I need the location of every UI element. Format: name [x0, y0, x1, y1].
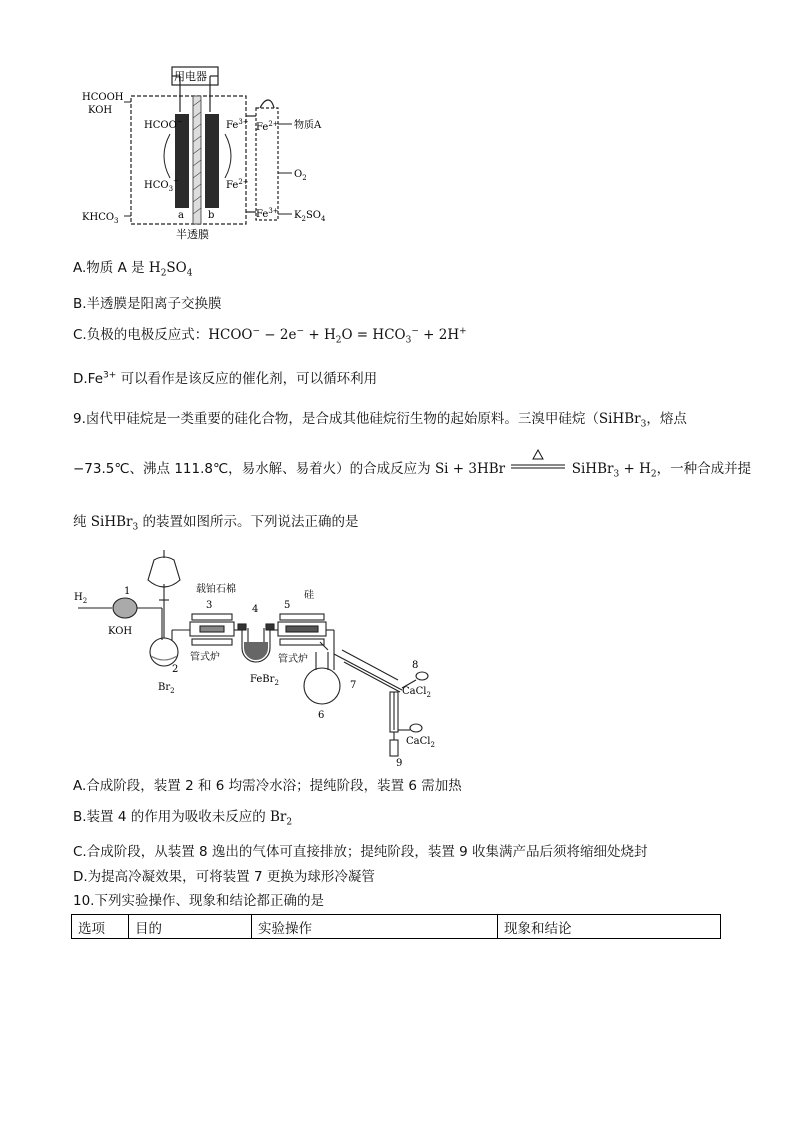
h2-label: $H_2$: [74, 592, 88, 605]
electrode-a: [175, 114, 189, 208]
ion-label-fe3-top: $Fe^{3+}$: [226, 118, 249, 131]
electrochemical-cell-diagram: [80, 62, 340, 244]
inlet-label-hcooh: HCOOH: [82, 92, 124, 103]
br2-label: $Br_2$: [158, 682, 175, 695]
electrode-label-a: a: [178, 210, 184, 221]
q8-option-b: B.半透膜是阳离子交换膜: [73, 296, 222, 312]
inlet-label-koh: KOH: [88, 105, 113, 116]
q8-option-c: C.负极的电极反应式：HCOO− − $2e^- + H_2O = HCO_3^- + 2H^+$: [73, 326, 467, 346]
table-header-row: [72, 915, 721, 939]
q9-option-b: B.装置 4 的作用为吸收未反应的 $Br_2$: [73, 809, 293, 828]
label-2: 2: [172, 664, 179, 675]
label-5: 5: [284, 600, 291, 611]
label-7: 7: [350, 680, 357, 691]
q10-table: [71, 914, 721, 939]
header-result: 现象和结论: [498, 915, 721, 939]
h2so4-formula: $H_2SO_4$: [148, 260, 193, 279]
cacl2-label-bottom: CaCl$_2$: [406, 736, 435, 749]
electrode-b: [205, 114, 219, 208]
q8-option-d: $D.Fe^{3+}$ 可以看作是该反应的催化剂，可以循环利用: [73, 370, 378, 387]
header-purpose: 目的: [129, 915, 252, 939]
q9-option-d: D.为提高冷凝效果，可将装置 7 更换为球形冷凝管: [73, 869, 375, 885]
device-label: 用电器: [174, 70, 207, 83]
label-4: 4: [252, 604, 259, 615]
q9-option-a: A.合成阶段，装置 2 和 6 均需冷水浴；提纯阶段，装置 6 需加热: [73, 778, 462, 794]
label-6: 6: [318, 710, 325, 721]
koh-label: KOH: [108, 626, 133, 637]
q9-line-3: 纯 SiHBr$_3$ 的装置如图所示。下列说法正确的是: [73, 514, 359, 533]
q9-line-2: −73.5℃、沸点 111.8℃，易水解、易着火）的合成反应为 Si + 3HBr SiHBr$_3$ + $H_2$，一种合成并提: [73, 460, 751, 478]
ion-label-fe2-bottom: $Fe^{2+}$: [226, 178, 249, 191]
q10-stem: 10.下列实验操作、现象和结论都正确的是: [73, 893, 324, 909]
membrane-label: 半透膜: [176, 228, 209, 241]
ion-label-hco3: $HCO_3^-$: [144, 177, 179, 193]
si-label: 硅: [304, 590, 314, 601]
furnace-1-label: 管式炉: [190, 652, 220, 663]
label-1: 1: [124, 586, 131, 597]
substance-a-label: 物质A: [294, 120, 322, 131]
o2-label: $O_2$: [294, 169, 307, 182]
header-option: 选项: [72, 915, 129, 939]
febr2-label: FeBr$_2$: [250, 674, 279, 687]
label-8: 8: [412, 660, 419, 671]
sihbr3-apparatus-diagram: [72, 542, 440, 770]
reaction-lhs: Si + 3HBr: [434, 461, 506, 477]
q8-option-a: A.物质 A 是 $H_2SO_4$: [73, 260, 193, 279]
label-9: 9: [396, 758, 403, 769]
ion-label-fe3-right: $Fe^{3+}$: [256, 207, 279, 220]
electrode-label-b: b: [208, 210, 215, 221]
furnace-2-label: 管式炉: [278, 654, 308, 665]
sihbr3-formula: SiHBr$_3$: [598, 411, 647, 430]
cacl2-label-top: CaCl$_2$: [402, 686, 431, 699]
q9-option-c: C.合成阶段，从装置 8 逸出的气体可直接排放；提纯阶段，装置 9 收集满产品后须将缩细处烧封: [73, 844, 648, 860]
asbestos-label: 载铂石棉: [196, 584, 236, 595]
outlet-label-k2so4: $K_2SO_4$: [294, 210, 326, 223]
outlet-label-khco3: $KHCO_3$: [82, 212, 119, 225]
heat-equals-sign: [509, 460, 567, 478]
header-operation: 实验操作: [252, 915, 498, 939]
q9-line-1: 9.卤代甲硅烷是一类重要的硅化合物，是合成其他硅烷衍生物的起始原料。三溴甲硅烷（SiHBr$_3$，熔点: [73, 411, 687, 430]
electrode-equation: HCOO− − $2e^- + H_2O = HCO_3^- + 2H^+$: [208, 326, 467, 346]
ion-label-fe2-right: $Fe^{2+}$: [256, 120, 279, 133]
ion-label-hcoo: HCOO−: [144, 118, 183, 131]
label-3: 3: [206, 600, 213, 611]
reaction-rhs: SiHBr$_3$ + $H_2$: [571, 461, 657, 480]
